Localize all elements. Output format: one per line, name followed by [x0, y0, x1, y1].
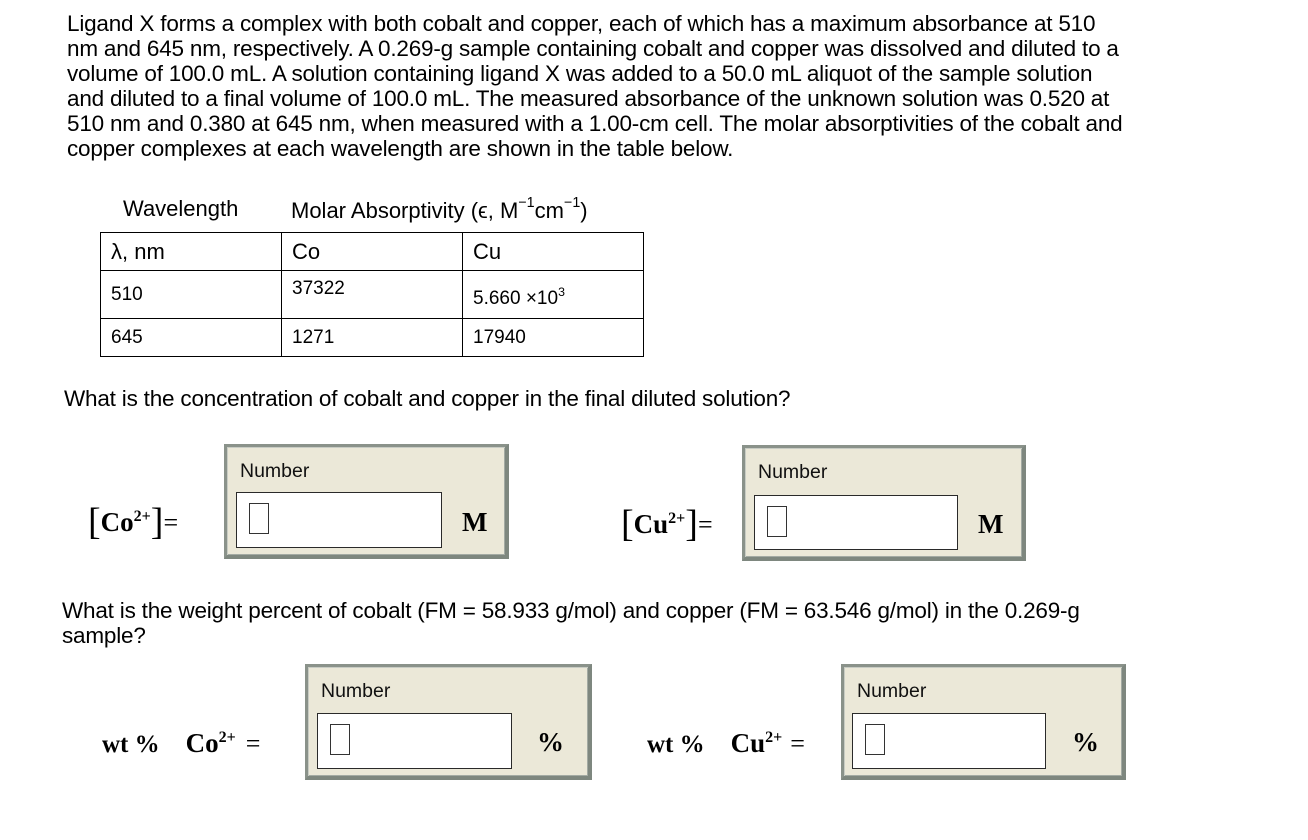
open-bracket: [ [88, 501, 101, 543]
problem-line: and diluted to a final volume of 100.0 mL. The measured absorbance of the unknown solution was 0.520 at [67, 86, 1110, 111]
text-cursor-box [330, 724, 350, 755]
question-line: sample? [62, 623, 146, 648]
charge: 2+ [668, 509, 686, 527]
molar-absorptivity-table [100, 232, 644, 357]
cu-exponent: 3 [558, 285, 565, 300]
problem-line: nm and 645 nm, respectively. A 0.269-g sample containing cobalt and copper was dissolved and diluted to a [67, 36, 1119, 61]
table-row [101, 319, 644, 357]
problem-line: volume of 100.0 mL. A solution containing ligand X was added to a 50.0 mL aliquot of the sample solution [67, 61, 1093, 86]
question-line: What is the weight percent of cobalt (FM = 58.933 g/mol) and copper (FM = 63.546 g/mol) in the 0.269-g [62, 598, 1080, 623]
table-header-wavelength: Wavelength [123, 196, 239, 221]
number-label: Number [857, 680, 927, 702]
unit-molar: M [978, 509, 1004, 539]
unit-cm: cm [534, 198, 564, 223]
co-weight-percent-input[interactable] [317, 713, 512, 769]
cu-mantissa: 5.660 ×10 [473, 287, 559, 309]
charge: 2+ [218, 728, 236, 746]
table-header-row [101, 233, 644, 271]
wt-percent-prefix: wt % [647, 731, 705, 758]
number-label: Number [240, 460, 310, 482]
problem-line: copper complexes at each wavelength are shown in the table below. [67, 136, 734, 161]
number-label: Number [321, 680, 391, 702]
co-concentration-input[interactable] [236, 492, 442, 548]
column-header-cu: Cu [463, 233, 644, 271]
charge: 2+ [133, 507, 151, 525]
close-paren: ) [580, 198, 588, 223]
unit-percent: % [1072, 727, 1099, 757]
equals-sign: = [790, 729, 805, 758]
open-bracket: [ [621, 503, 634, 545]
number-label: Number [758, 461, 828, 483]
problem-line: Ligand X forms a complex with both cobalt and copper, each of which has a maximum absorbance at 510 [67, 11, 1096, 36]
equals-sign: = [245, 729, 261, 758]
text-cursor-box [767, 506, 787, 537]
cu-concentration-answer-box [742, 445, 1026, 561]
cu-weight-percent-input[interactable] [852, 713, 1046, 769]
column-header-wavelength: λ, nm [101, 233, 282, 271]
unit-percent: % [537, 727, 564, 757]
cu-weight-percent-answer-box [841, 664, 1126, 780]
species-co: Co [185, 728, 219, 758]
cell-wavelength: 510 [101, 271, 282, 319]
cell-co: 37322 [282, 271, 463, 319]
species-cu: Cu [633, 509, 669, 539]
co-concentration-label [88, 497, 178, 541]
cell-co: 1271 [282, 319, 463, 357]
superscript: −1 [563, 195, 581, 212]
equals-sign: = [163, 508, 179, 537]
cell-wavelength: 645 [101, 319, 282, 357]
co-concentration-answer-box [224, 444, 509, 559]
cell-cu: 17940 [463, 319, 644, 357]
equals-sign: = [697, 510, 713, 539]
species-cu: Cu [730, 728, 766, 758]
unit-molar: M [462, 507, 488, 537]
superscript: −1 [518, 195, 535, 212]
table-header-molar-absorptivity [291, 195, 588, 224]
cell-cu [463, 271, 644, 319]
species-co: Co [100, 507, 134, 537]
text-cursor-box [865, 724, 885, 755]
charge: 2+ [765, 728, 783, 746]
wt-percent-prefix: wt % [102, 731, 160, 758]
wt-percent-cu-label [647, 728, 805, 759]
column-header-co: Co [282, 233, 463, 271]
problem-statement [67, 11, 1282, 161]
co-weight-percent-answer-box [305, 664, 592, 780]
table-row [101, 271, 644, 319]
close-bracket: ] [685, 503, 698, 545]
absorptivity-label: Molar Absorptivity (ϵ, M [291, 198, 519, 223]
close-bracket: ] [150, 501, 164, 543]
question-weight-percent [62, 598, 1080, 648]
problem-line: 510 nm and 0.380 at 645 nm, when measured with a 1.00-cm cell. The molar absorptivities of the cobalt and [67, 111, 1123, 136]
cu-concentration-label [621, 499, 713, 543]
wt-percent-co-label [102, 728, 260, 759]
cu-concentration-input[interactable] [754, 495, 958, 550]
text-cursor-box [249, 503, 269, 534]
question-concentration: What is the concentration of cobalt and copper in the final diluted solution? [64, 386, 791, 411]
